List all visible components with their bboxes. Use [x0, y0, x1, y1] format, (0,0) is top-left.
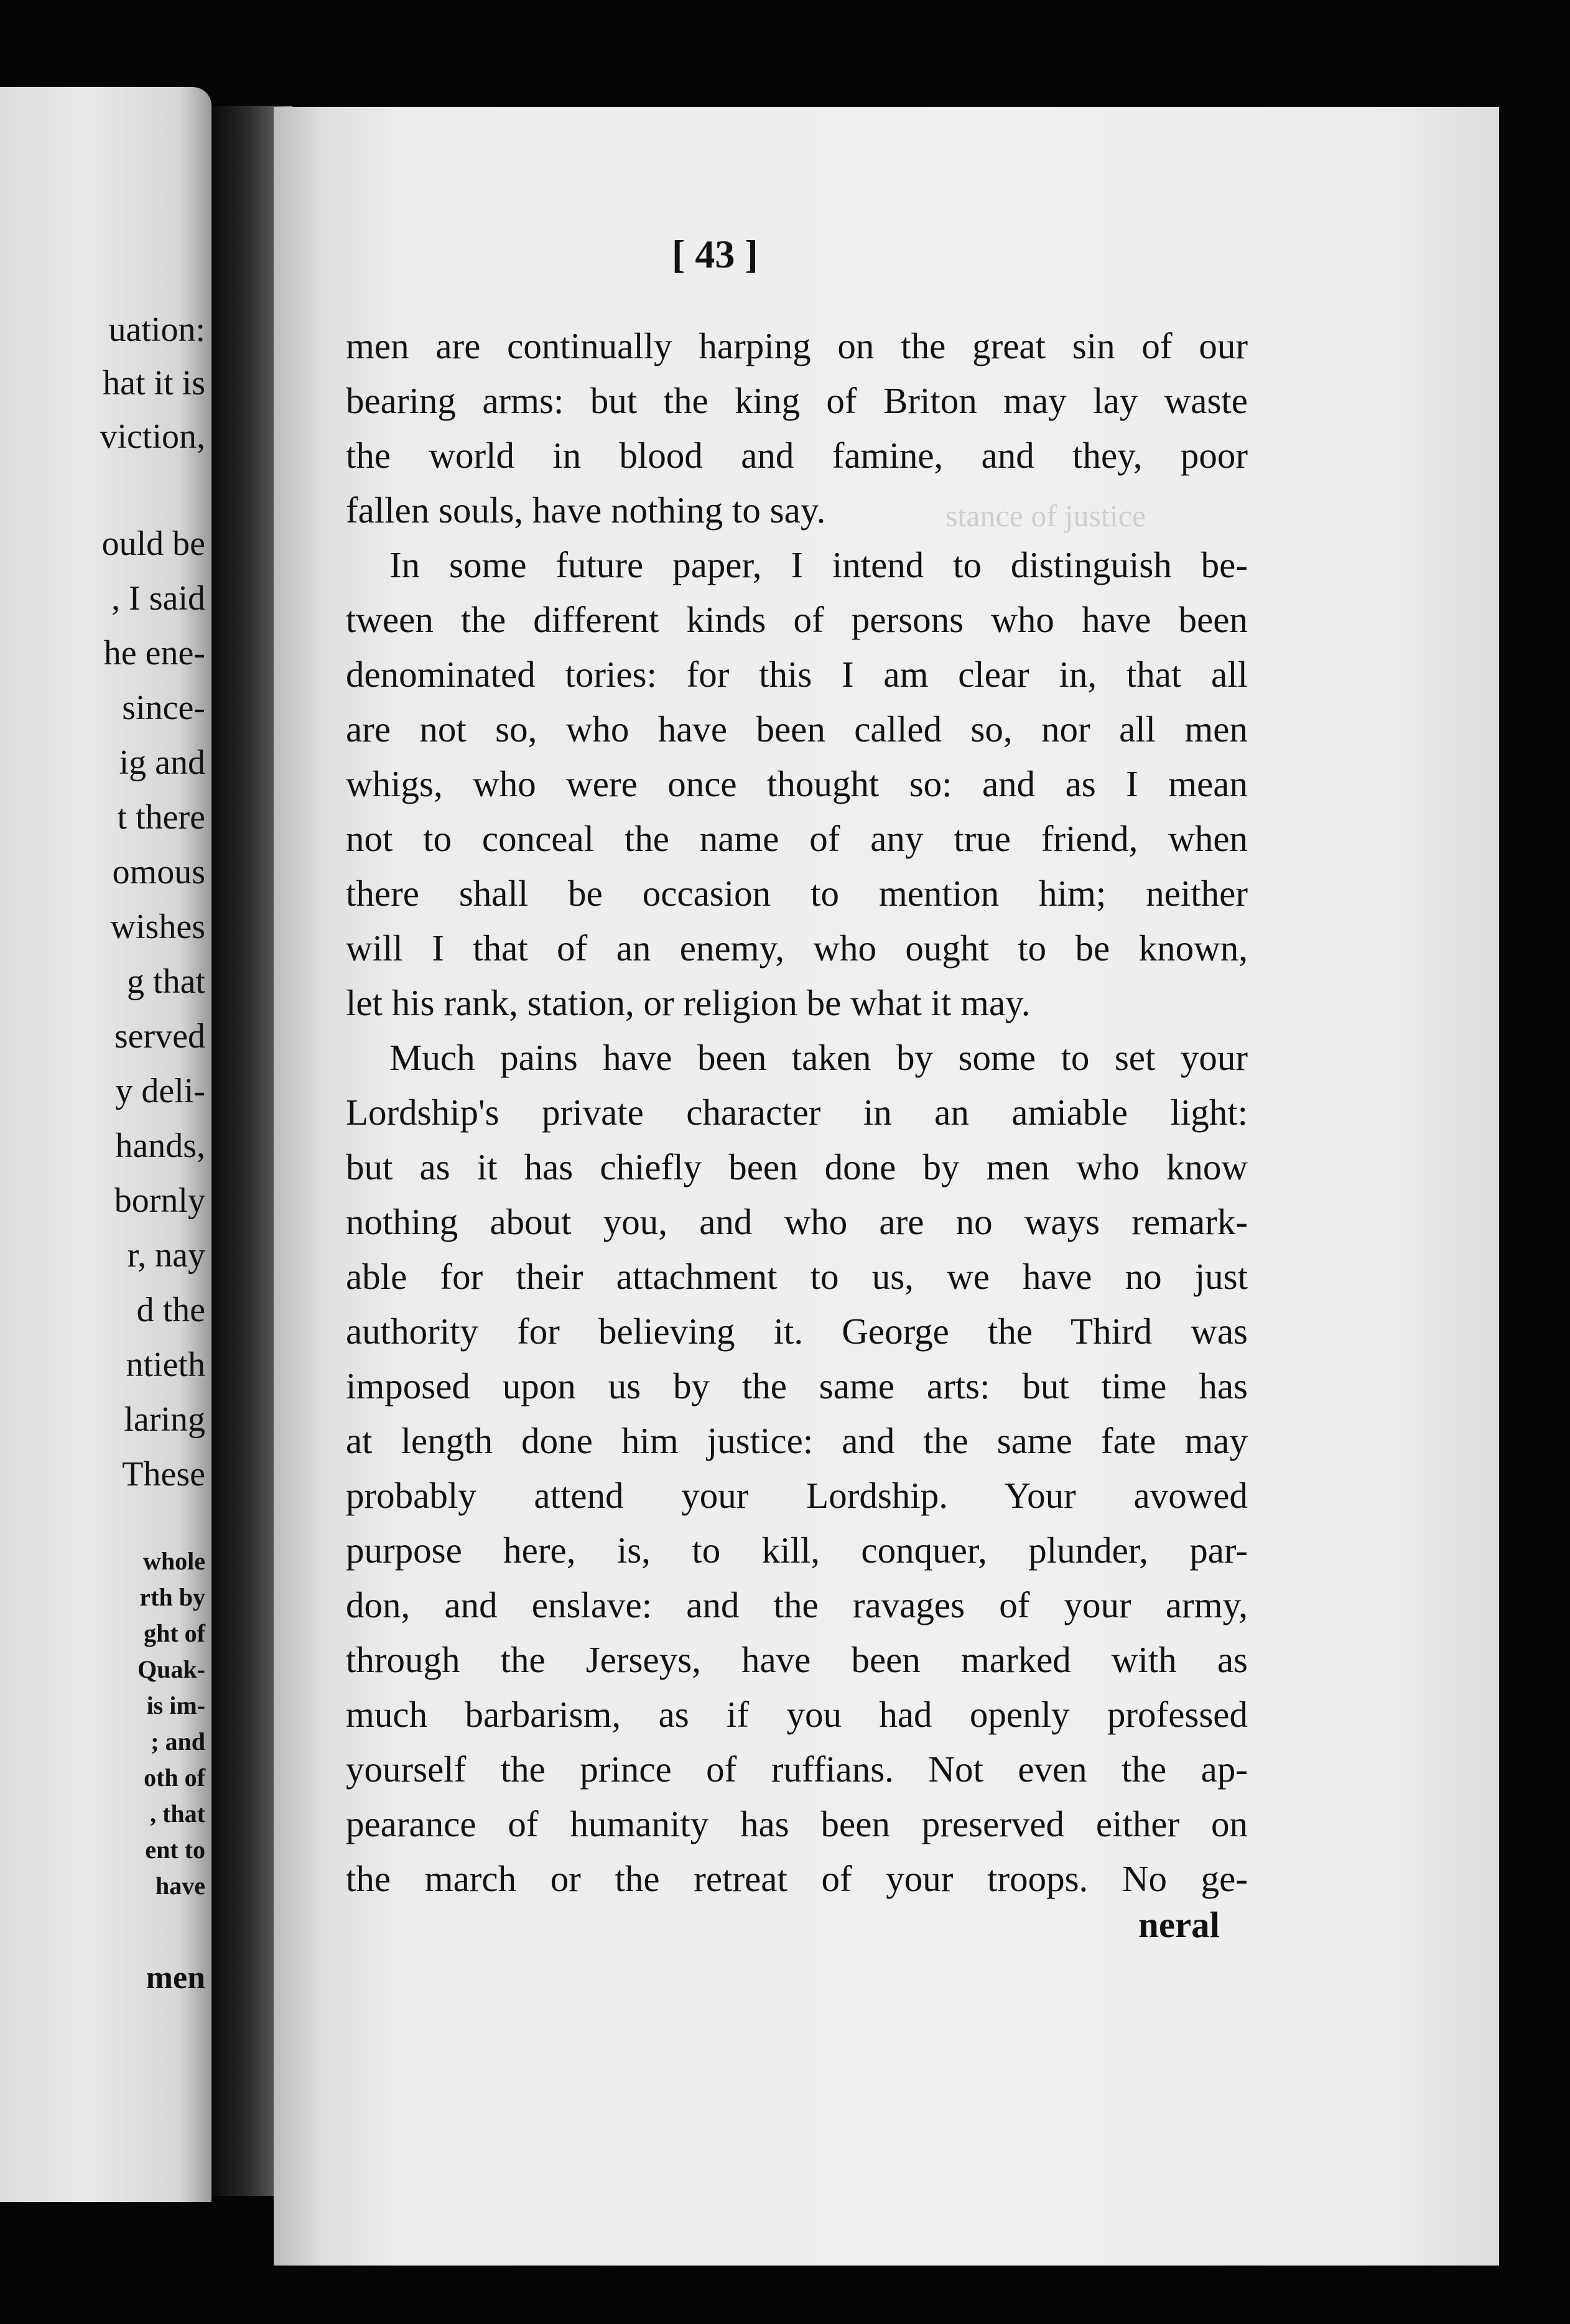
left-page-line: y deli-	[115, 1072, 205, 1110]
left-page-line: laring	[124, 1400, 205, 1439]
left-page-line: d the	[136, 1291, 205, 1329]
text-line: let his rank, station, or religion be what it may.	[346, 982, 1031, 1023]
text-line: not to conceal the name of any true friend, when	[346, 818, 1248, 859]
text-line: imposed upon us by the same arts: but time has	[346, 1365, 1248, 1406]
left-page-line: bornly	[114, 1181, 205, 1220]
text-line: tween the different kinds of persons who have been	[346, 599, 1248, 640]
left-page-footnote-line: Quak-	[137, 1655, 205, 1683]
left-page-line: ntieth	[126, 1346, 205, 1384]
text-line: yourself the prince of ruffians. Not even the ap-	[346, 1749, 1248, 1790]
text-line: denominated tories: for this I am clear in, that all	[346, 654, 1248, 695]
page-number: [ 43 ]	[672, 232, 758, 276]
left-page-line: since-	[122, 689, 205, 727]
left-page-footnote-line: , that	[150, 1800, 205, 1828]
text-line: men are continually harping on the great sin of our	[346, 325, 1248, 366]
left-page-catchword: men	[146, 1960, 205, 1996]
text-line: purpose here, is, to kill, conquer, plunder, par-	[346, 1530, 1248, 1571]
text-line: much barbarism, as if you had openly professed	[346, 1694, 1248, 1735]
catchword: neral	[1138, 1904, 1220, 1945]
text-line: fallen souls, have nothing to say.	[346, 490, 826, 531]
left-page-footnote-line: ght of	[144, 1619, 205, 1647]
left-page-line: served	[114, 1017, 205, 1056]
left-page-line: r, nay	[127, 1236, 205, 1275]
text-line: the march or the retreat of your troops. No ge-	[346, 1858, 1248, 1899]
text-line: at length done him justice: and the same fate may	[346, 1420, 1248, 1461]
text-line: through the Jerseys, have been marked with as	[346, 1639, 1248, 1680]
left-page-line: uation:	[108, 310, 205, 349]
left-page-line: wishes	[110, 908, 205, 946]
left-page-footnote-line: have	[156, 1872, 205, 1900]
text-line: In some future paper, I intend to distinguish be-	[389, 544, 1248, 585]
text-line: pearance of humanity has been preserved either on	[346, 1803, 1248, 1844]
left-page-line: hands,	[115, 1127, 205, 1165]
left-page-footnote-line: whole	[143, 1547, 205, 1575]
show-through-text: stance of justice	[945, 498, 1146, 533]
left-page-line: t there	[117, 798, 205, 837]
left-page-footnote-line: ; and	[151, 1727, 205, 1755]
left-page-footnote-line: rth by	[139, 1583, 205, 1611]
left-page-footnote-line: oth of	[144, 1764, 205, 1792]
text-line: are not so, who have been called so, nor all men	[346, 709, 1248, 750]
text-line: nothing about you, and who are no ways remark-	[346, 1201, 1248, 1242]
left-page-line: ould be	[101, 524, 205, 563]
text-line: able for their attachment to us, we have no just	[346, 1256, 1248, 1297]
text-line: there shall be occasion to mention him; neither	[346, 873, 1248, 914]
text-line: but as it has chiefly been done by men who know	[346, 1146, 1248, 1188]
left-page-line: , I said	[111, 579, 205, 618]
text-line: authority for believing it. George the Third was	[346, 1311, 1248, 1352]
left-page-footnote-line: is im-	[146, 1691, 205, 1719]
text-line: Lordship's private character in an amiable light:	[346, 1092, 1248, 1133]
text-line: don, and enslave: and the ravages of your army,	[346, 1584, 1248, 1625]
text-line: will I that of an enemy, who ought to be known,	[346, 927, 1248, 969]
text-line: bearing arms: but the king of Briton may lay waste	[346, 380, 1248, 421]
left-page-line: ig and	[119, 743, 205, 782]
left-page-line: viction,	[100, 417, 205, 456]
left-page-line: omous	[112, 853, 205, 891]
text-line: probably attend your Lordship. Your avowed	[346, 1475, 1248, 1516]
left-page-footnote-line: ent to	[145, 1836, 205, 1864]
left-page-line: he ene-	[103, 634, 205, 672]
previous-page-fragment	[0, 87, 211, 2202]
left-page-line: These	[122, 1455, 205, 1494]
text-line: whigs, who were once thought so: and as I mean	[346, 763, 1248, 804]
left-page-line: g that	[127, 962, 205, 1001]
text-line: the world in blood and famine, and they, poor	[346, 435, 1248, 476]
left-page-line: hat it is	[103, 364, 205, 402]
text-line: Much pains have been taken by some to set your	[389, 1037, 1248, 1078]
